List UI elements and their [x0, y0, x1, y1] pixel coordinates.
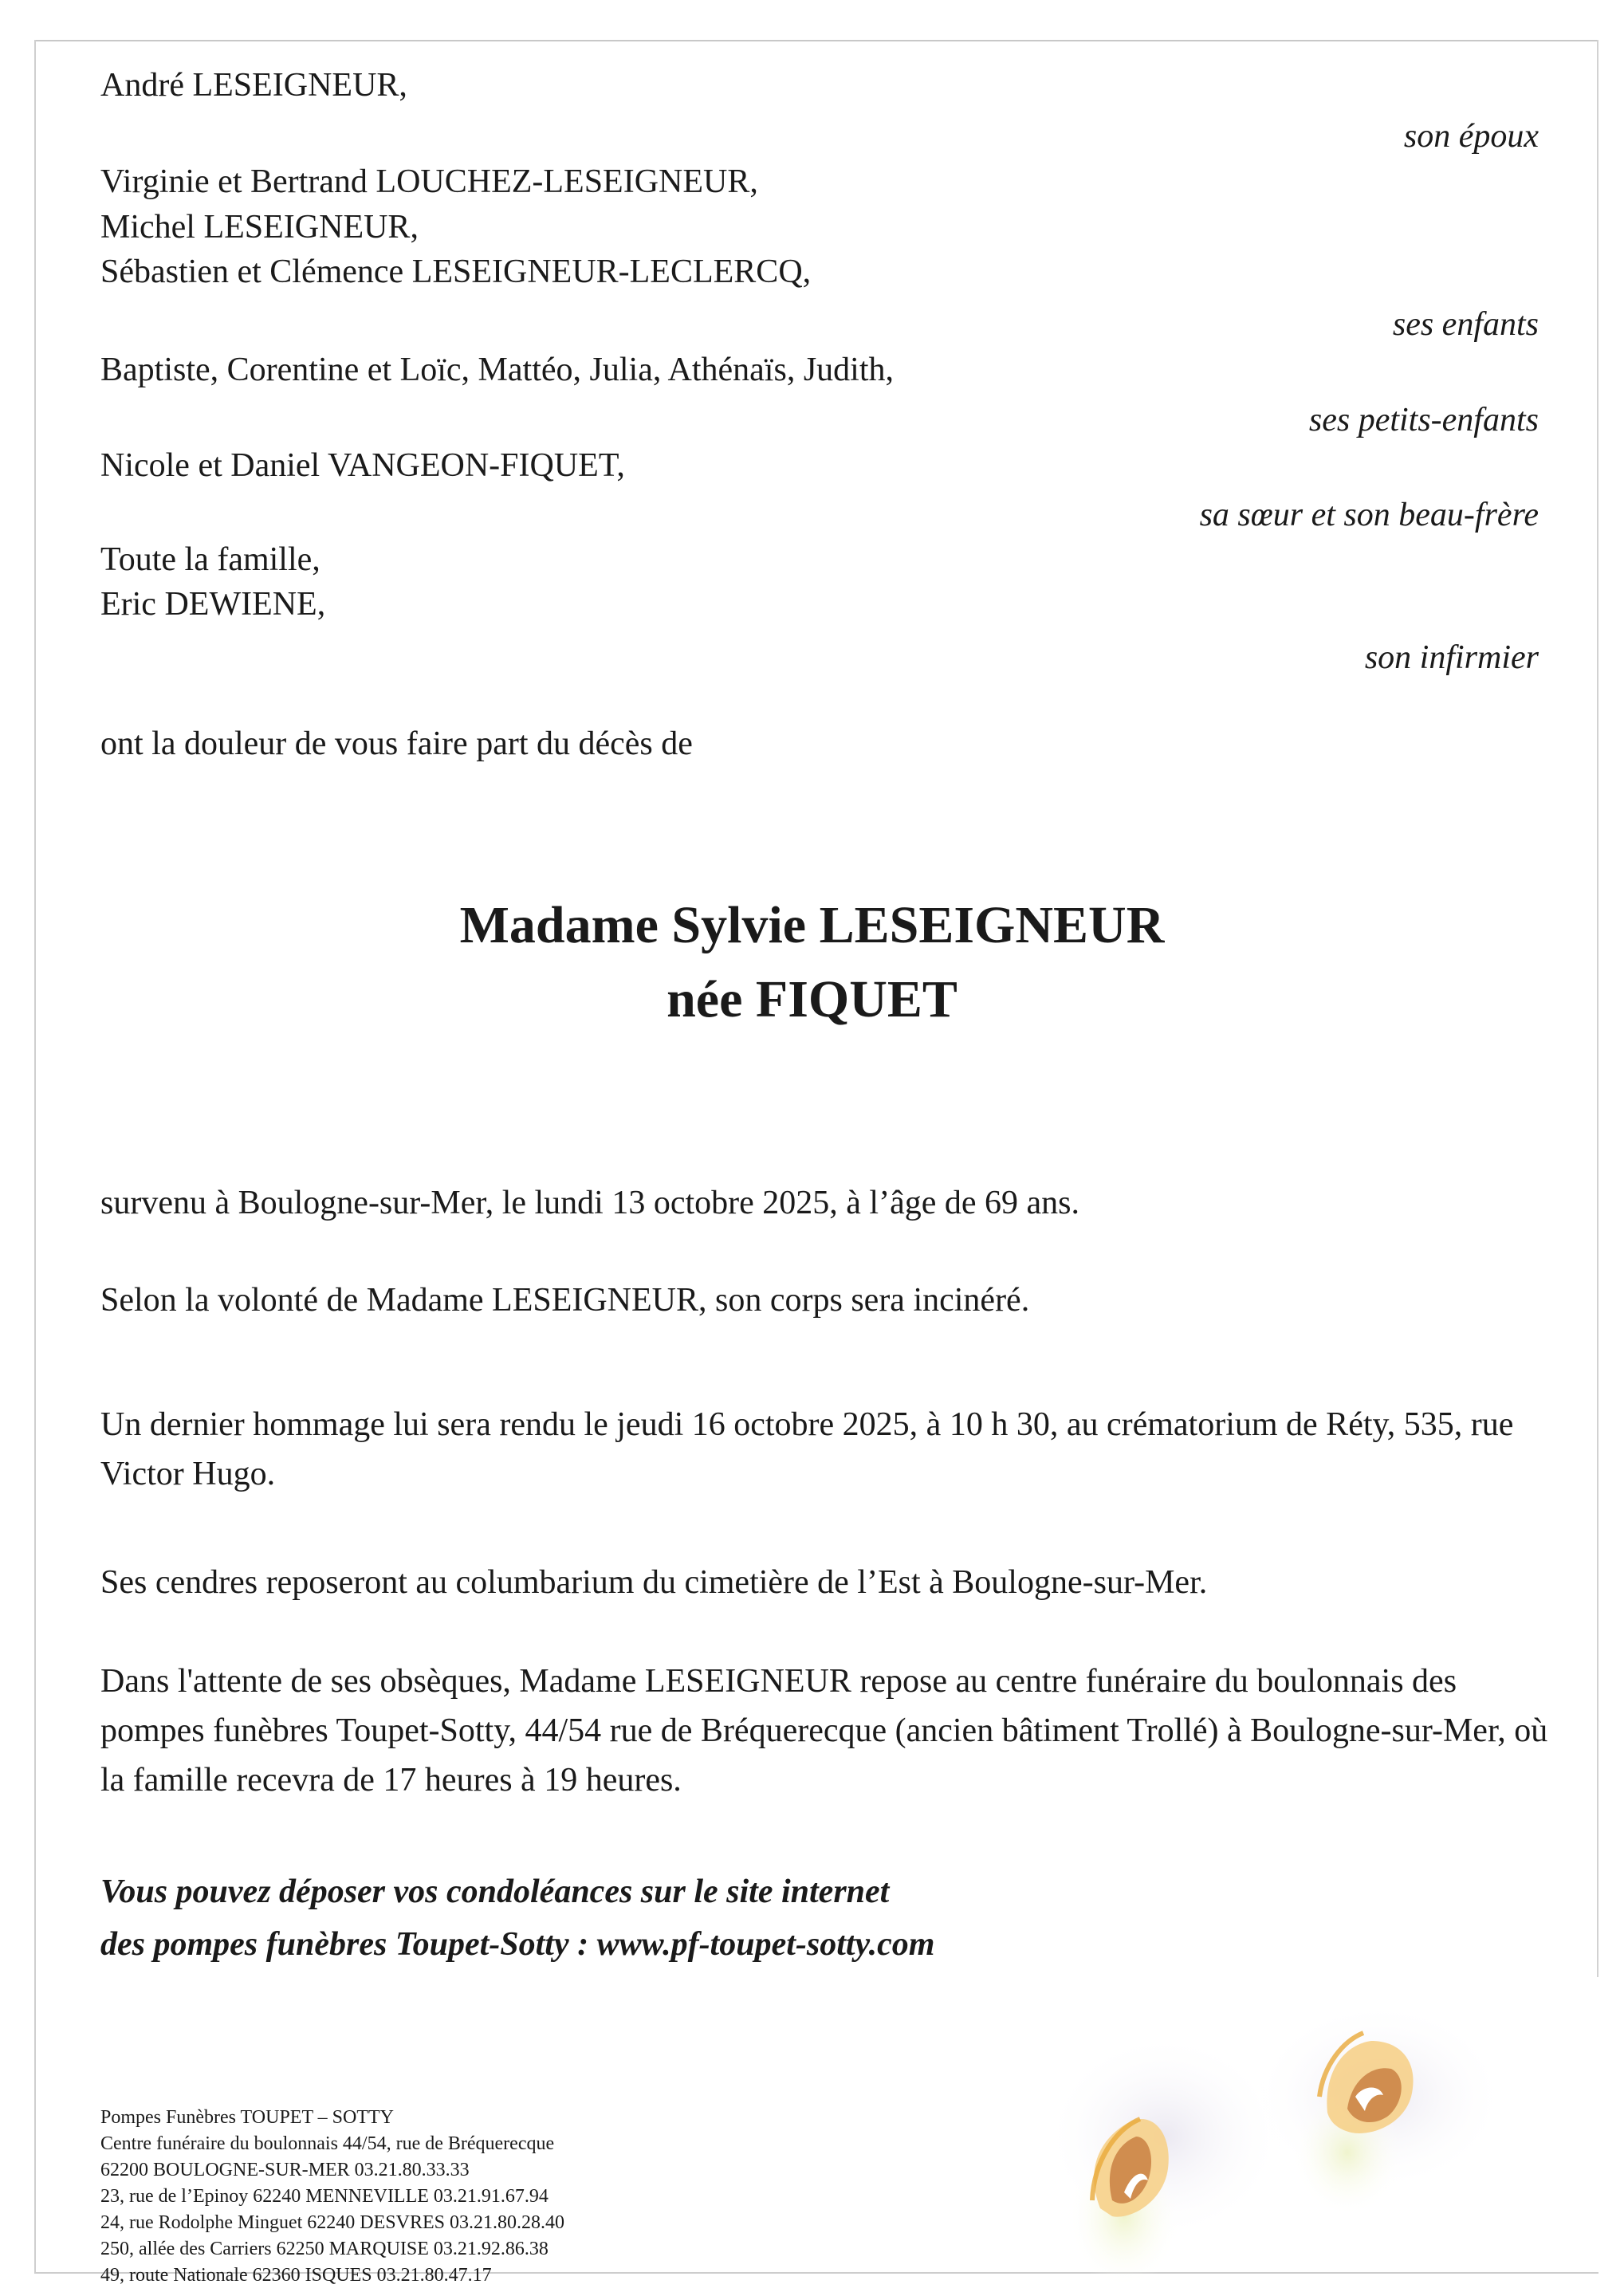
announcement-text: ont la douleur de vous faire part du décès de	[100, 725, 693, 762]
deceased-maiden-name: née FIQUET	[667, 970, 957, 1028]
funeral-home-contact-block	[100, 2105, 564, 2289]
condolences-line-1: Vous pouvez déposer vos condoléances sur le site internet	[100, 1873, 890, 1910]
ashes-paragraph: Ses cendres reposeront au columbarium du cimetière de l’Est à Boulogne-sur-Mer.	[100, 1564, 1208, 1601]
death-details-paragraph: survenu à Boulogne-sur-Mer, le lundi 13 octobre 2025, à l’âge de 69 ans.	[100, 1185, 1079, 1221]
family-children-relation: ses enfants	[1392, 306, 1539, 343]
family-others-relation: son infirmier	[1364, 639, 1539, 676]
footer-line: 23, rue de l’Epinoy 62240 MENNEVILLE 03.21.91.67.94	[100, 2186, 549, 2207]
orchid-flower-right	[1252, 2001, 1507, 2216]
family-siblings-relation: sa sœur et son beau-frère	[1199, 497, 1539, 533]
family-child-name: Sébastien et Clémence LESEIGNEUR-LECLERCQ,	[100, 254, 812, 290]
deceased-name: Madame Sylvie LESEIGNEUR	[459, 896, 1165, 954]
family-child-name: Virginie et Bertrand LOUCHEZ-LESEIGNEUR,	[100, 163, 758, 200]
footer-line: 24, rue Rodolphe Minguet 62240 DESVRES 03.21.80.28.40	[100, 2212, 564, 2233]
footer-line: 250, allée des Carriers 62250 MARQUISE 03.21.92.86.38	[100, 2239, 549, 2259]
family-grandchildren-names: Baptiste, Corentine et Loïc, Mattéo, Julia, Athénaïs, Judith,	[100, 352, 894, 388]
cremation-paragraph: Selon la volonté de Madame LESEIGNEUR, son corps sera inciné​ré.	[100, 1282, 1030, 1319]
orchid-flowers-icon	[1036, 1977, 1595, 2296]
footer-line: Pompes Funèbres TOUPET – SOTTY	[100, 2107, 395, 2128]
page-frame-top	[34, 40, 1598, 41]
footer-line: Centre funéraire du boulonnais 44/54, rue de Bréquerecque	[100, 2133, 555, 2154]
footer-line: 49, route Nationale 62360 ISQUES 03.21.80.47.17	[100, 2265, 492, 2286]
family-spouse-relation: son époux	[1403, 118, 1539, 155]
family-sibling-names: Nicole et Daniel VANGEON-FIQUET,	[100, 447, 625, 484]
ceremony-paragraph: Un dernier hommage lui sera rendu le jeudi 16 octobre 2025, à 10 h 30, au crématorium de Réty, 535, rue Victor Hugo.	[100, 1406, 1514, 1492]
family-child-name: Michel LESEIGNEUR,	[100, 209, 419, 246]
condolences-line-2[interactable]: des pompes funèbres Toupet-Sotty : www.pf-toupet-sotty.com	[100, 1926, 935, 1963]
family-spouse-name: André LESEIGNEUR,	[100, 67, 407, 104]
visitation-paragraph: Dans l'attente de ses obsèques, Madame LESEIGNEUR repose au centre funéraire du boulonnais des pompes funèbres Toupet-Sotty, 44/54 rue de Bréquerecque (ancien bâtiment Trollé) à Boulogne-sur-Mer, où la famille recevra de 17 heures à 19 heures.	[100, 1663, 1548, 1799]
orchid-flower-left	[1044, 2033, 1284, 2288]
footer-line: 62200 BOULOGNE-SUR-MER 03.21.80.33.33	[100, 2160, 470, 2180]
family-grandchildren-relation: ses petits-enfants	[1308, 402, 1539, 438]
family-other-name: Eric DEWIENE,	[100, 586, 326, 623]
family-other-name: Toute la famille,	[100, 541, 320, 578]
page-frame-left	[34, 40, 36, 2272]
